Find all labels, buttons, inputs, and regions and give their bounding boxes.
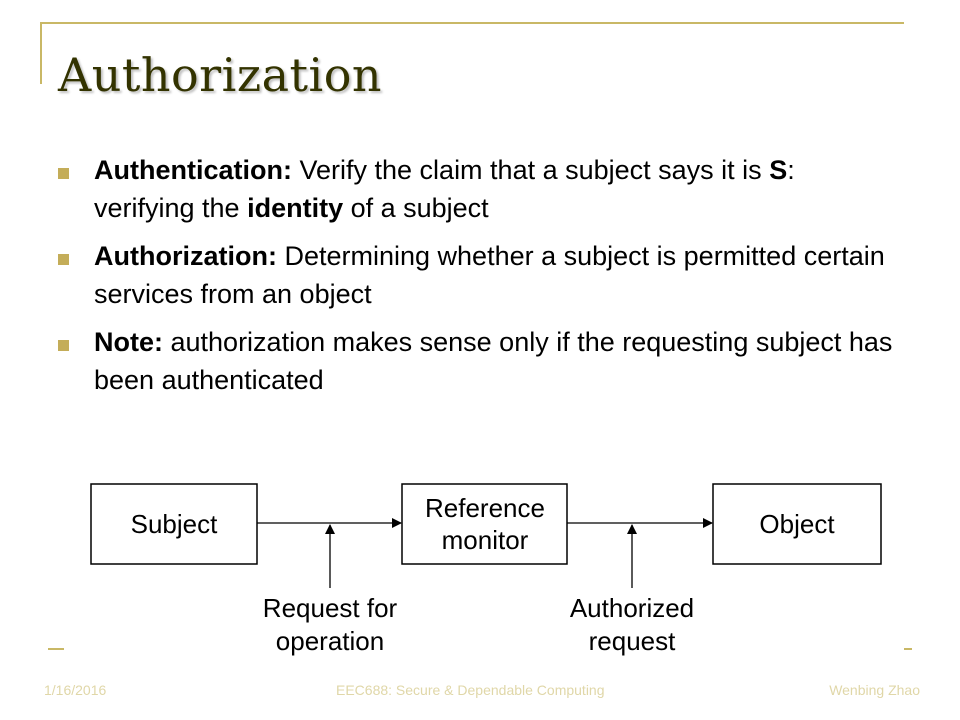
bullet-lead: Note: xyxy=(94,327,163,357)
request-label-line1: Request for xyxy=(262,593,398,623)
bullet-text: of a subject xyxy=(343,193,489,223)
authorized-label-line1: Authorized xyxy=(569,593,695,623)
request-label-line2: operation xyxy=(275,626,385,656)
bullet-square-icon xyxy=(58,340,69,351)
bullet-square-icon xyxy=(58,168,69,179)
bullet-text: : verifying the xyxy=(94,155,795,223)
bullet-authorization xyxy=(58,237,898,313)
bullet-list xyxy=(58,151,898,409)
monitor-box-label-line2: monitor xyxy=(441,525,529,555)
object-box-label: Object xyxy=(759,509,835,539)
monitor-box-label-line1: Reference xyxy=(425,493,545,523)
bullet-authentication xyxy=(58,151,898,227)
bullet-emphasis: S xyxy=(769,155,788,185)
footer-author: Wenbing Zhao xyxy=(829,682,920,698)
frame-top-line xyxy=(40,22,904,24)
bullet-text: authorization makes sense only if the requesting subject has been authenticated xyxy=(94,327,893,395)
bullet-lead: Authentication: xyxy=(94,155,292,185)
footer-course: EEC688: Secure & Dependable Computing xyxy=(336,682,605,698)
subject-box-label: Subject xyxy=(130,509,218,539)
bullet-emphasis: identity xyxy=(247,193,344,223)
bullet-lead: Authorization: xyxy=(94,241,277,271)
bullet-note xyxy=(58,323,898,399)
bullet-text: Determining whether a subject is permitted certain services from an object xyxy=(94,241,885,309)
reference-monitor-diagram xyxy=(0,460,960,670)
bullet-square-icon xyxy=(58,254,69,265)
authorized-label-line2: request xyxy=(588,626,676,656)
slide-title: Authorization xyxy=(58,48,383,102)
footer-date: 1/16/2016 xyxy=(44,682,107,698)
bullet-text: Verify the claim that a subject says it is xyxy=(291,155,770,185)
frame-left-line xyxy=(40,22,42,84)
